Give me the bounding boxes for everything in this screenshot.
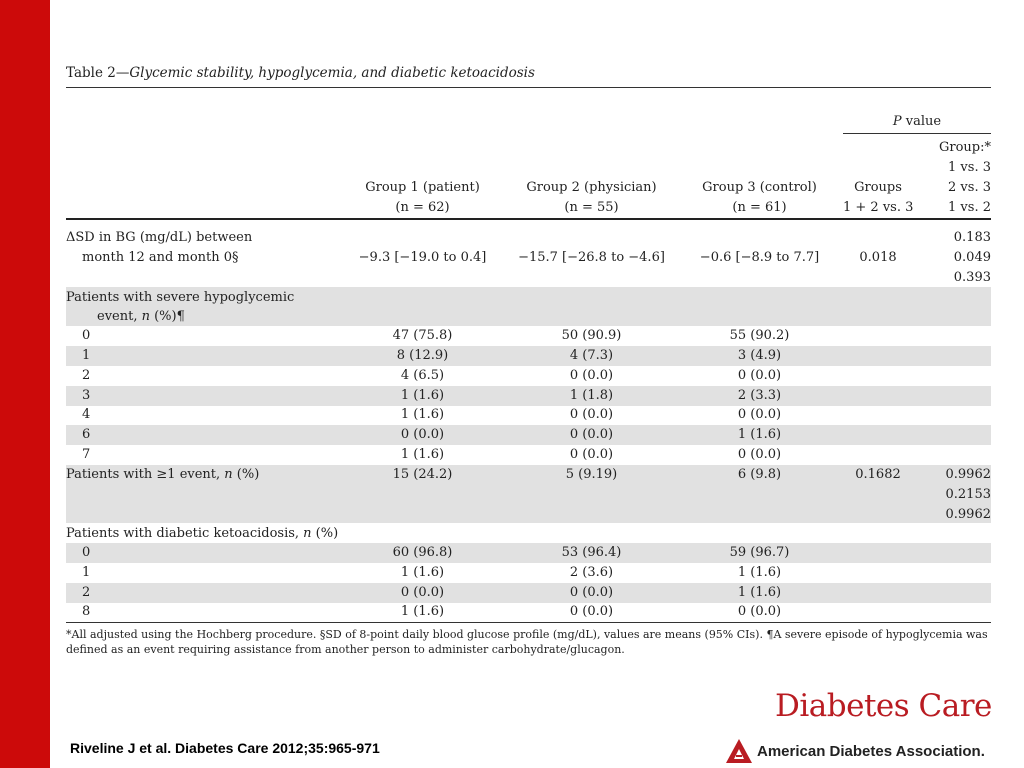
col5-header-line4: 1 vs. 2: [948, 200, 991, 215]
hypo-row-6-g1: 0 (0.0): [400, 427, 445, 442]
event-row-p-groups: 0.1682: [855, 467, 901, 482]
pvalue-header: P value: [892, 114, 942, 129]
hypo-section-label: Patients with severe hypoglycemic: [66, 290, 295, 305]
hypo-row-2-label: 2: [82, 368, 91, 383]
hypo-row-3-label: 3: [82, 388, 91, 403]
red-sidebar: [0, 0, 50, 768]
dka-row-2-g1: 0 (0.0): [400, 585, 445, 600]
col5-header-line2: 1 vs. 3: [948, 160, 991, 175]
sd-row-label-2: month 12 and month 0§: [82, 250, 239, 265]
dka-row-1-g2: 2 (3.6): [569, 565, 614, 580]
hypo-row-7-g1: 1 (1.6): [400, 447, 445, 462]
hypo-row-7-g2: 0 (0.0): [569, 447, 614, 462]
col4-header-line1: Groups: [854, 180, 902, 195]
dka-row-0-g3: 59 (96.7): [729, 545, 790, 560]
hypo-row-0-g2: 50 (90.9): [561, 328, 622, 343]
hypo-row-3-g2: 1 (1.8): [569, 388, 614, 403]
hypo-row-2-g1: 4 (6.5): [400, 368, 445, 383]
hypo-row-0-g1: 47 (75.8): [392, 328, 453, 343]
col5-header-line3: 2 vs. 3: [948, 180, 991, 195]
hypo-row-0-label: 0: [82, 328, 91, 343]
dka-row-1-g3: 1 (1.6): [737, 565, 782, 580]
ada-triangle-icon: [725, 738, 753, 764]
sd-row-p-groups: 0.018: [859, 250, 897, 265]
dka-row-1-g1: 1 (1.6): [400, 565, 445, 580]
event-row-g3: 6 (9.8): [737, 467, 782, 482]
hypo-row-6-g2: 0 (0.0): [569, 427, 614, 442]
hypo-row-0-g3: 55 (90.2): [729, 328, 790, 343]
table-title: Table 2—Glycemic stability, hypoglycemia, and diabetic ketoacidosis: [66, 65, 535, 81]
col5-header-line1: Group:*: [939, 140, 991, 155]
hypo-row-4-g3: 0 (0.0): [737, 407, 782, 422]
dka-row-8-g1: 1 (1.6): [400, 604, 445, 619]
col4-header-line2: 1 + 2 vs. 3: [843, 200, 914, 215]
hypo-section-label-2: event, n (%)¶: [97, 309, 185, 324]
dka-row-0-label: 0: [82, 545, 91, 560]
dka-row-8-g3: 0 (0.0): [737, 604, 782, 619]
event-row-p1: 0.9962: [945, 467, 991, 482]
hypo-row-3-g1: 1 (1.6): [400, 388, 445, 403]
hypo-row-7-label: 7: [82, 447, 91, 462]
ada-name: American Diabetes Association.: [757, 742, 985, 760]
hypo-row-7-g3: 0 (0.0): [737, 447, 782, 462]
dka-row-0-g1: 60 (96.8): [392, 545, 453, 560]
header-rule: [66, 218, 991, 220]
sd-row-p1: 0.183: [953, 230, 991, 245]
sd-row-p3: 0.393: [953, 270, 991, 285]
dka-row-8-g2: 0 (0.0): [569, 604, 614, 619]
event-row-g2: 5 (9.19): [565, 467, 618, 482]
col1-header: Group 1 (patient): [365, 180, 480, 195]
dka-section-label: Patients with diabetic ketoacidosis, n (%): [66, 526, 339, 541]
ada-logo: [725, 736, 985, 766]
sd-row-g1: −9.3 [−19.0 to 0.4]: [358, 250, 487, 265]
col2-header: Group 2 (physician): [526, 180, 657, 195]
hypo-row-3-g3: 2 (3.3): [737, 388, 782, 403]
sd-row-g3: −0.6 [−8.9 to 7.7]: [699, 250, 820, 265]
hypo-row-1-g2: 4 (7.3): [569, 348, 614, 363]
event-row-p2: 0.2153: [945, 487, 991, 502]
hypo-row-6-label: 6: [82, 427, 91, 442]
dka-row-2-g2: 0 (0.0): [569, 585, 614, 600]
col3-n: (n = 61): [732, 200, 787, 215]
col2-n: (n = 55): [564, 200, 619, 215]
dka-row-2-label: 2: [82, 585, 91, 600]
hypo-row-1-g1: 8 (12.9): [396, 348, 449, 363]
sd-row-label: ΔSD in BG (mg/dL) between: [66, 230, 253, 245]
dka-row-0-g2: 53 (96.4): [561, 545, 622, 560]
hypo-row-4-label: 4: [82, 407, 91, 422]
hypo-row-4-g2: 0 (0.0): [569, 407, 614, 422]
col1-n: (n = 62): [395, 200, 450, 215]
sd-row-p2: 0.049: [953, 250, 991, 265]
dka-row-1-label: 1: [82, 565, 91, 580]
sd-row-g2: −15.7 [−26.8 to −4.6]: [518, 250, 665, 265]
hypo-row-2-g3: 0 (0.0): [737, 368, 782, 383]
citation: Riveline J et al. Diabetes Care 2012;35:965-971: [70, 740, 380, 756]
hypo-row-1-label: 1: [82, 348, 91, 363]
dka-row-8-label: 8: [82, 604, 91, 619]
event-row-g1: 15 (24.2): [392, 467, 453, 482]
journal-brand-logo: Diabetes Care: [775, 688, 992, 724]
event-row-label: Patients with ≥1 event, n (%): [66, 467, 260, 482]
table-footnote: *All adjusted using the Hochberg procedure. §SD of 8-point daily blood glucose profile (mg/dL), values are means (95% CIs). ¶A severe episode of hypoglycemia was defined as an event requiring assistance from another person to administer carbohydrate/glucagon.: [66, 628, 988, 656]
hypo-row-4-g1: 1 (1.6): [400, 407, 445, 422]
hypo-row-1-g3: 3 (4.9): [737, 348, 782, 363]
table-bottom-rule: [66, 622, 991, 623]
event-row-p3: 0.9962: [945, 507, 991, 522]
hypo-row-2-g2: 0 (0.0): [569, 368, 614, 383]
col3-header: Group 3 (control): [702, 180, 817, 195]
hypo-row-6-g3: 1 (1.6): [737, 427, 782, 442]
table-top-rule: [66, 87, 991, 88]
dka-row-2-g3: 1 (1.6): [737, 585, 782, 600]
pvalue-rule: [843, 133, 991, 134]
